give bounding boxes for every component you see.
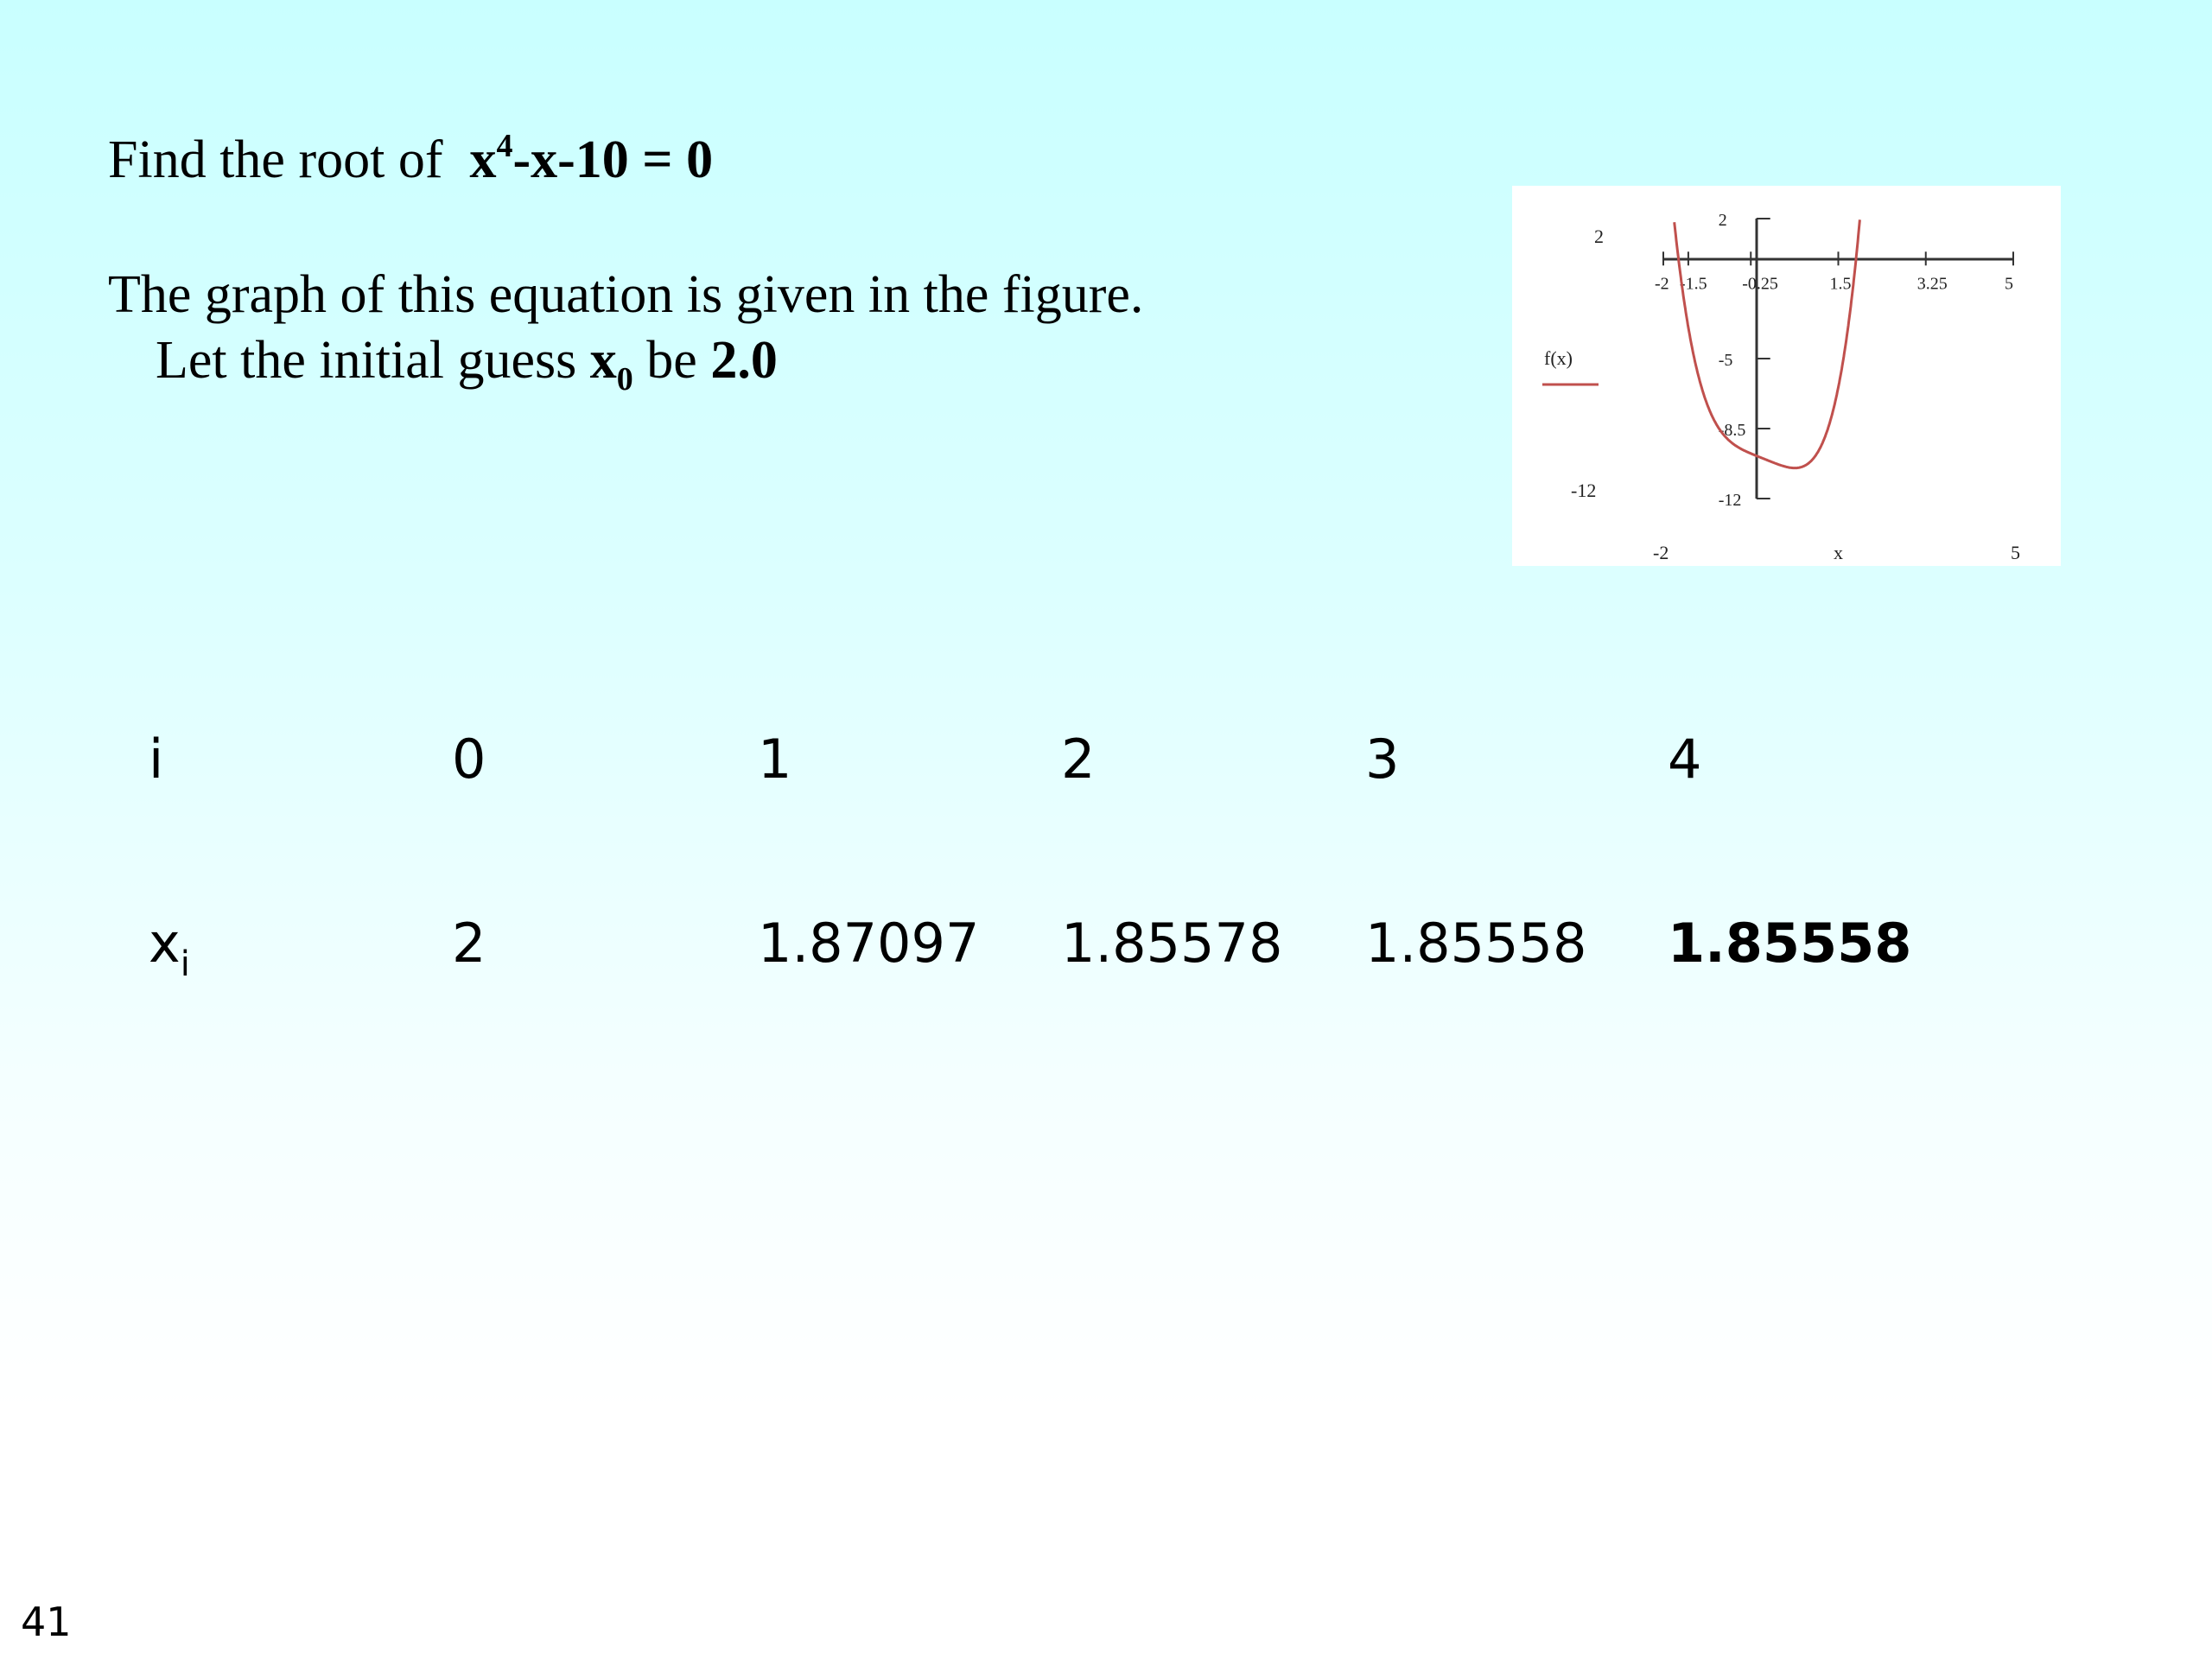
- x-value-3: 1.85558: [1365, 912, 1587, 975]
- series-line-f-x: [1675, 219, 1860, 467]
- x-value-4-final: 1.85558: [1668, 912, 1912, 975]
- guess-value: 2.0: [710, 331, 778, 390]
- y-tick-label-3: -12: [1718, 491, 1742, 510]
- equation-exponent: 4: [496, 128, 513, 164]
- equation: [469, 130, 713, 189]
- tick-labels: [1655, 211, 2013, 510]
- legend-label: f(x): [1544, 347, 1573, 369]
- guess-variable: [589, 331, 633, 397]
- legend: [1542, 347, 1599, 385]
- outer-x-right-label: 5: [2011, 542, 2020, 563]
- xi-label-subscript: i: [180, 944, 190, 984]
- tick-marks: [1663, 219, 2013, 499]
- outer-x-left-label: -2: [1653, 542, 1669, 563]
- x-axis-label: x: [1834, 542, 1843, 563]
- x-tick-label-3: 1.5: [1829, 274, 1852, 294]
- slide-number: 41: [21, 1599, 72, 1645]
- x-tick-label-0: -2: [1655, 274, 1669, 294]
- y-tick-label-0: 2: [1718, 211, 1727, 230]
- title-prefix: Find the root of: [108, 130, 443, 189]
- problem-title: [108, 130, 713, 191]
- outer-y-bottom-label: -12: [1571, 480, 1597, 501]
- i-value-1: 1: [758, 728, 792, 791]
- guess-mid: be: [646, 331, 697, 390]
- xi-label-base: x: [149, 912, 181, 975]
- row-label-xi: [149, 912, 190, 984]
- x-tick-label-5: 5: [2005, 274, 2013, 294]
- equation-rest: -x-10 = 0: [512, 130, 714, 189]
- guess-var-base: x: [589, 331, 617, 390]
- x-tick-label-4: 3.25: [1916, 274, 1948, 294]
- x-tick-label-1: -1.5: [1679, 274, 1707, 294]
- guess-var-subscript: 0: [616, 361, 633, 397]
- x-value-0: 2: [452, 912, 486, 975]
- problem-description: The graph of this equation is given in the figure.: [108, 265, 1144, 324]
- guess-prefix: Let the initial guess: [156, 331, 577, 390]
- i-value-3: 3: [1365, 728, 1400, 791]
- x-value-1: 1.87097: [758, 912, 980, 975]
- y-tick-label-2: -8.5: [1718, 421, 1746, 440]
- initial-guess-line: [156, 330, 778, 397]
- graph-svg: [1512, 186, 2061, 566]
- row-label-i: i: [149, 728, 164, 791]
- y-tick-label-1: -5: [1718, 351, 1733, 370]
- i-value-0: 0: [452, 728, 486, 791]
- i-value-2: 2: [1061, 728, 1096, 791]
- x-tick-label-2: -0.25: [1742, 274, 1778, 294]
- i-value-4: 4: [1668, 728, 1702, 791]
- equation-base: x: [469, 130, 497, 189]
- x-value-2: 1.85578: [1061, 912, 1283, 975]
- function-graph: [1512, 186, 2061, 566]
- outer-y-top-label: 2: [1594, 226, 1604, 247]
